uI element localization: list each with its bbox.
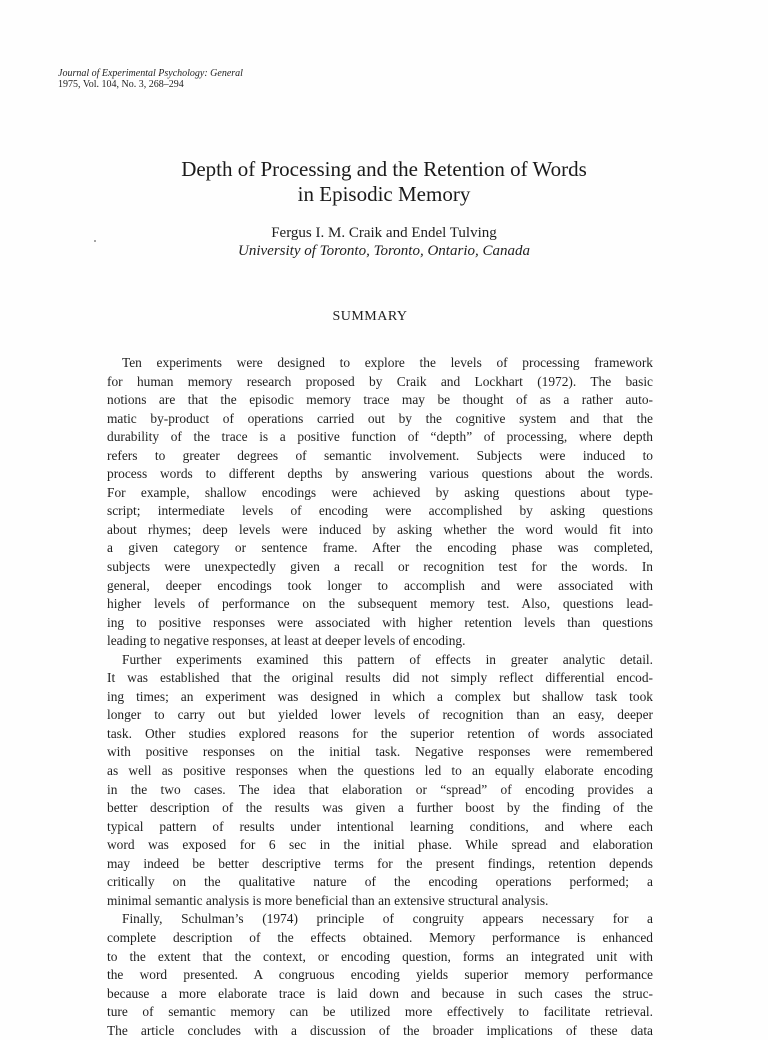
summary-line: typical pattern of results under intentional learning conditions, and where each xyxy=(107,818,653,834)
summary-line: about rhymes; deep levels were induced by asking whether the word would fit into xyxy=(107,521,653,537)
summary-line: for human memory research proposed by Craik and Lockhart (1972). The basic xyxy=(107,373,653,389)
summary-line: durability of the trace is a positive function of “depth” of processing, where depth xyxy=(107,429,653,445)
summary-body xyxy=(107,354,653,1040)
paper-title xyxy=(0,157,768,207)
summary-line: refers to greater degrees of semantic involvement. Subjects were induced to xyxy=(107,447,653,463)
summary-line: ing times; an experiment was designed in which a complex but shallow task took xyxy=(107,688,653,704)
summary-line: longer to carry out but yielded lower levels of recognition than an easy, deeper xyxy=(107,707,653,723)
summary-line: word was exposed for 6 sec in the initial phase. While spread and elaboration xyxy=(107,837,653,853)
summary-line: with positive responses on the initial task. Negative responses were remembered xyxy=(107,744,653,760)
summary-line: a given category or sentence frame. After the encoding phase was completed, xyxy=(107,540,653,556)
summary-line: The article concludes with a discussion of the broader implications of these data xyxy=(107,1022,653,1038)
journal-volume: 1975, Vol. 104, No. 3, 268–294 xyxy=(58,79,184,90)
paper-title-line-1: Depth of Processing and the Retention of Words xyxy=(181,157,587,181)
summary-line: process words to different depths by answering various questions about the words. xyxy=(107,466,653,482)
summary-line: may indeed be better descriptive terms for the present findings, retention depends xyxy=(107,855,653,871)
summary-line: subjects were unexpectedly given a recall or recognition test for the words. In xyxy=(107,559,653,575)
summary-line: matic by-product of operations carried out by the cognitive system and that the xyxy=(107,410,653,426)
journal-name: Journal of Experimental Psychology: General xyxy=(58,68,243,79)
summary-line: ture of semantic memory can be utilized more effectively to facilitate retrieval. xyxy=(107,1004,653,1020)
summary-line: general, deeper encodings took longer to accomplish and were associated with xyxy=(107,577,653,593)
summary-line: leading to negative responses, at least at deeper levels of encoding. xyxy=(107,633,466,649)
summary-line: higher levels of performance on the subsequent memory test. Also, questions lead- xyxy=(107,596,653,612)
summary-line: because a more elaborate trace is laid down and because in such cases the struc- xyxy=(107,985,653,1001)
summary-line: Ten experiments were designed to explore the levels of processing framework xyxy=(122,355,653,370)
summary-line: the word presented. A congruous encoding yields superior memory performance xyxy=(107,967,653,983)
summary-line: task. Other studies explored reasons for the superior retention of words associated xyxy=(107,725,653,741)
summary-heading: SUMMARY xyxy=(332,309,408,324)
summary-line: in the two cases. The idea that elaboration or “spread” of encoding provides a xyxy=(107,781,653,797)
summary-line: For example, shallow encodings were achieved by asking questions about type- xyxy=(107,484,653,500)
summary-line: minimal semantic analysis is more beneficial than an extensive structural analysis. xyxy=(107,892,549,908)
authors: Fergus I. M. Craik and Endel Tulving xyxy=(271,225,497,241)
summary-line: critically on the qualitative nature of the encoding operations performed; a xyxy=(107,874,653,890)
summary-line: notions are that the episodic memory trace may be thought of as a rather auto- xyxy=(107,392,653,408)
summary-line: script; intermediate levels of encoding were accomplished by asking questions xyxy=(107,503,653,519)
summary-line: Finally, Schulman’s (1974) principle of congruity appears necessary for a xyxy=(122,911,653,927)
summary-line: as well as positive responses when the questions led to an equally elaborate encoding xyxy=(107,763,653,779)
summary-line: to the extent that the context, or encoding question, forms an integrated unit with xyxy=(107,948,653,964)
summary-line: It was established that the original results did not simply reflect differential encod- xyxy=(107,670,653,686)
summary-line: better description of the results was given a further boost by the finding of the xyxy=(107,800,653,816)
paper-title-line-2: in Episodic Memory xyxy=(297,182,471,206)
summary-line: Further experiments examined this pattern of effects in greater analytic detail. xyxy=(122,651,653,667)
journal-citation xyxy=(58,68,243,90)
summary-line: complete description of the effects obtained. Memory performance is enhanced xyxy=(107,929,653,945)
affiliation: University of Toronto, Toronto, Ontario, Canada xyxy=(238,243,530,259)
summary-line: ing to positive responses were associated with higher retention levels than questions xyxy=(107,614,653,630)
